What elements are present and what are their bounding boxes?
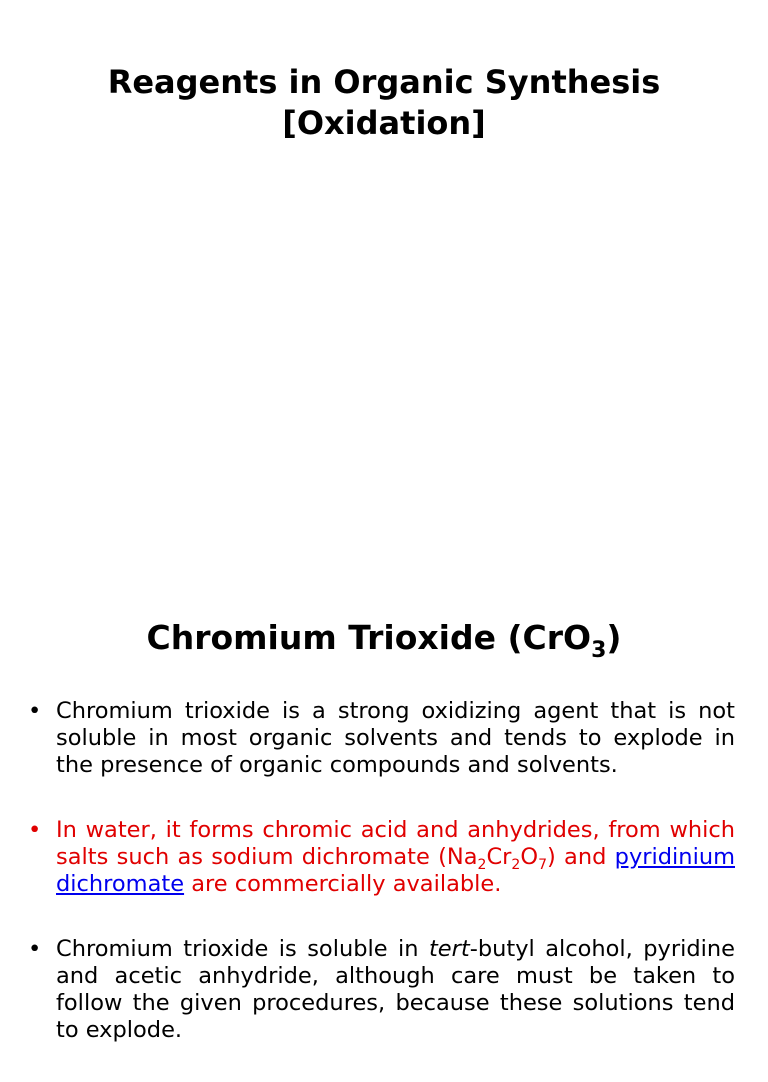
- title-line-2: [Oxidation]: [282, 104, 486, 142]
- heading-subscript: 3: [591, 638, 607, 663]
- pyridinium-dichromate-link[interactable]: pyridinium dichromate: [56, 844, 735, 897]
- subscript: 2: [477, 857, 487, 873]
- bullet-list: [28, 698, 735, 1082]
- bullet-text: Chromium trioxide is a strong oxidizing agent that is not soluble in most organic solvents and tends to explode in the presence of organic compounds and solvents.: [56, 698, 735, 778]
- bullet-marker: •: [28, 698, 42, 724]
- bullet-text-part: are commercially available.: [184, 871, 502, 897]
- subscript: 7: [538, 857, 547, 873]
- bullet-text-part: In water, it forms chromic acid and anhydrides, from which salts such as sodium dichromate (Na: [56, 817, 735, 870]
- bullet-item: [28, 936, 735, 1044]
- slide-heading: [0, 617, 768, 663]
- bullet-text-part: O: [520, 844, 539, 870]
- bullet-text-part: -butyl alcohol, pyridine and acetic anhydride, although care must be taken to follow the given procedures, because these solutions tend to explode.: [56, 936, 735, 1043]
- heading-text: Chromium Trioxide (CrO: [146, 618, 592, 657]
- content-slide: [0, 560, 768, 1043]
- bullet-item: [28, 698, 735, 779]
- bullet-marker: •: [28, 936, 42, 962]
- heading-close: ): [606, 618, 622, 657]
- italic-text: tert: [428, 936, 470, 962]
- bullet-text-part: Cr: [486, 844, 512, 870]
- subscript: 2: [511, 857, 521, 873]
- bullet-item-highlighted: [28, 817, 735, 898]
- bullet-text-part: Chromium trioxide is soluble in: [56, 936, 429, 962]
- bullet-text-part: ) and: [546, 844, 615, 870]
- bullet-marker: •: [28, 817, 42, 843]
- title-line-1: Reagents in Organic Synthesis: [107, 63, 661, 101]
- slide-title: [0, 62, 768, 144]
